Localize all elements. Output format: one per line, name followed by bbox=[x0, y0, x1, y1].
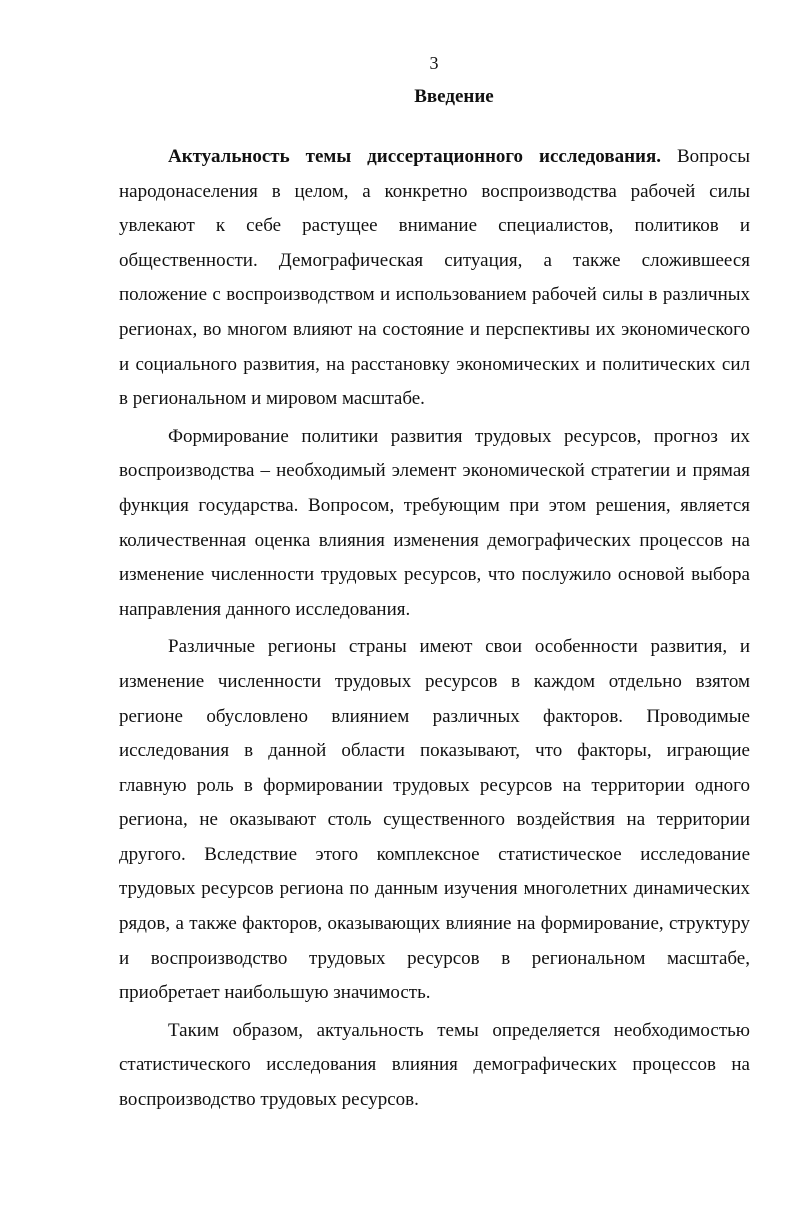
paragraph-policy bbox=[119, 420, 750, 628]
paragraph-text: Формирование политики развития трудовых ресурсов, прогноз их воспроизводства – необходимый элемент экономической стратегии и прямая функция государства. Вопросом, требующим при этом решения, является количественная оценка влияния изменения демографических процессов на изменение численности трудовых ресурсов, что послужило основой выбора направления данного исследования. bbox=[119, 425, 750, 620]
section-heading: Введение bbox=[414, 86, 494, 107]
paragraph-text: Таким образом, актуальность темы определяется необходимостью статистического исследования влияния демографических процессов на воспроизводство трудовых ресурсов. bbox=[119, 1019, 750, 1111]
paragraph-relevance bbox=[119, 140, 750, 417]
paragraph-regions bbox=[119, 630, 750, 1011]
paragraph-text: Вопросы народонаселения в целом, а конкретно воспроизводства рабочей силы увлекают к себе растущее внимание специалистов, политиков и общественности. Демографическая ситуация, а также сложившееся положение с воспроизводством и использованием рабочей силы в различных регионах, во многом влияют на состояние и перспективы их экономического и социального развития, на расстановку экономических и политических сил в региональном и мировом масштабе. bbox=[119, 146, 751, 410]
paragraph-text: Различные регионы страны имеют свои особенности развития, и изменение численности трудовых ресурсов в каждом отдельно взятом регионе обусловлено влиянием различных факторов. Проводимые исследования в данной области показывают, что факторы, играющие главную роль в формировании трудовых ресурсов на территории одного региона, не оказывают столь существенного воздействия на территории другого. Вследствие этого комплексное статистическое исследование трудовых ресурсов региона по данным изучения многолетних динамических рядов, а также факторов, оказывающих влияние на формирование, структуру и воспроизводство трудовых ресурсов в региональном масштабе, приобретает наибольшую значимость. bbox=[119, 636, 750, 1004]
paragraph-lead: Актуальность темы диссертационного исследования. bbox=[168, 146, 662, 167]
page-number: 3 bbox=[429, 53, 439, 73]
body-text bbox=[119, 140, 750, 1121]
paragraph-conclusion bbox=[119, 1014, 750, 1118]
